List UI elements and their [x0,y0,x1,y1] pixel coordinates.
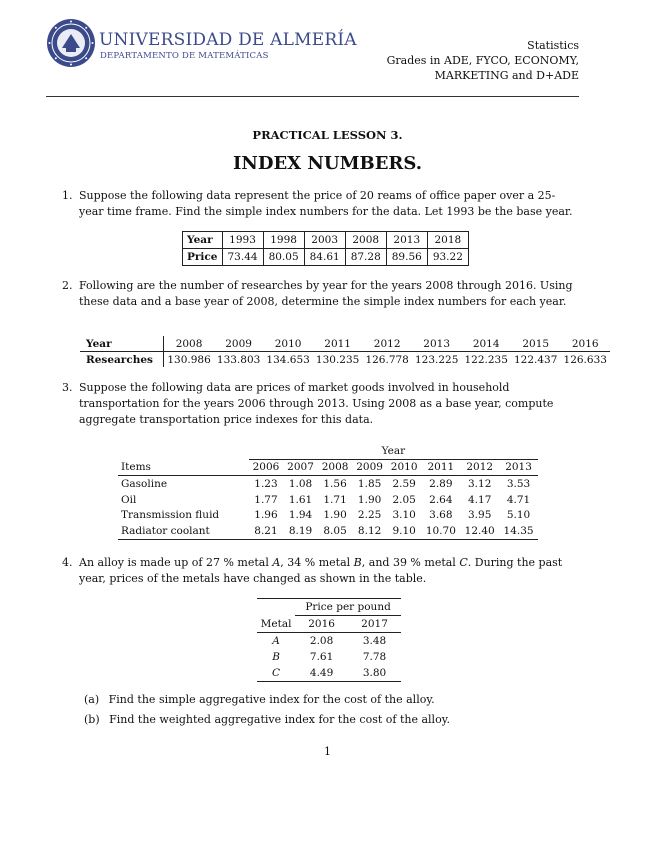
value-cell: 3.12 [468,477,492,490]
year-cell: 2007 [283,459,318,476]
table-row [118,443,538,459]
table-row [118,459,538,476]
value-cell: 8.21 [249,523,284,539]
value-cell: 3.48 [362,635,387,647]
value-cell: 5.10 [506,509,531,522]
year-cell: 2008 [345,232,386,249]
year-cell: 2016 [295,616,348,633]
table-row [118,492,538,508]
value-cell: 3.95 [468,509,492,522]
items-header: Items [118,459,249,476]
metal-label: A [272,635,280,647]
year-cell: 2013 [499,459,538,476]
value-cell: 3.80 [348,665,401,682]
table-row [257,599,401,616]
metal-b-symbol: B [353,556,362,569]
value-cell: 2.25 [357,509,382,522]
metal-header: Metal [257,616,295,633]
metal-prices-table [257,598,401,682]
year-cell: 2011 [324,337,351,350]
empty-cell [257,599,295,616]
value-cell: 1.77 [254,493,278,506]
value-cell: 7.61 [309,651,334,663]
value-cell: 8.05 [318,523,353,539]
question-4-text: An alloy is made up of 27 % metal [79,556,273,569]
value-cell: 1.56 [323,477,347,490]
question-3-number: 3. [62,381,73,394]
price-group-header: Price per pound [295,599,401,616]
university-name: UNIVERSIDAD DE ALMERÍA [99,30,357,50]
price-cell: 87.28 [345,249,386,266]
item-label: Gasoline [121,477,168,490]
row-label-year: Year [80,336,164,352]
table-row [257,649,401,665]
value-cell: 8.19 [283,523,318,539]
value-cell: 134.653 [263,352,313,368]
year-cell: 2010 [387,459,422,476]
year-cell: 2015 [522,337,550,350]
course-line-2: Grades in ADE, FYCO, ECONOMY, [386,54,579,67]
table-row [80,352,610,368]
part-b-label: (b) [84,713,100,726]
table-row [118,476,538,492]
value-cell: 133.803 [214,352,264,368]
part-a-label: (a) [84,693,100,706]
course-header [387,38,579,83]
part-a [84,692,564,708]
part-b-text: Find the weighted aggregative index for the cost of the alloy. [109,713,450,726]
question-4-number: 4. [62,556,73,569]
value-cell: 7.78 [362,651,387,663]
paper-price-table [182,231,469,266]
value-cell: 2.59 [392,477,416,490]
year-cell: 1998 [263,232,304,249]
value-cell: 122.437 [511,352,561,368]
empty-cell [118,443,249,459]
price-cell: 84.61 [304,249,345,266]
year-cell: 2018 [427,232,468,249]
year-cell: 2008 [318,459,353,476]
year-cell: 2010 [274,337,302,350]
page-number: 1 [324,745,331,758]
metal-label: B [272,651,280,663]
year-cell: 2013 [423,337,451,350]
course-line-3: MARKETING and D+ADE [434,69,579,82]
question-2 [62,278,579,310]
year-cell: 2003 [304,232,345,249]
value-cell: 126.633 [560,352,610,368]
value-cell: 1.08 [288,477,313,490]
table-row [183,232,469,249]
question-4-text: , 34 % metal [280,556,354,569]
year-cell: 2009 [352,459,387,476]
year-cell: 2017 [348,616,401,633]
metal-label: C [257,665,295,682]
row-label-price: Price [183,249,223,266]
part-b [84,712,564,728]
researches-table [80,336,610,367]
item-label: Radiator coolant [118,523,249,539]
value-cell: 126.778 [362,352,412,368]
page-title: INDEX NUMBERS. [232,153,423,174]
value-cell: 1.90 [357,493,382,506]
value-cell: 1.85 [357,477,382,490]
value-cell: 122.235 [461,352,511,368]
year-cell: 1993 [222,232,263,249]
value-cell: 1.94 [288,509,313,522]
value-cell: 2.05 [392,493,416,506]
question-1 [62,188,579,220]
question-2-text: Following are the number of researches by year for the years 2008 through 2016. Using these data and a base year of 2008, determine the simple index numbers for each year. [79,279,573,308]
table-row [183,249,469,266]
year-cell: 2013 [386,232,427,249]
row-label-researches: Researches [80,352,164,368]
value-cell: 130.986 [164,352,214,368]
value-cell: 3.68 [429,509,453,522]
question-3 [62,380,579,428]
question-1-text: Suppose the following data represent the price of 20 reams of office paper over a 25-year time frame. Find the simple index numbers for the data. Let 1993 be the base year. [79,189,573,218]
value-cell: 8.12 [352,523,387,539]
table-row [257,633,401,650]
table-row [257,616,401,633]
part-a-text: Find the simple aggregative index for the cost of the alloy. [108,693,435,706]
value-cell: 10.70 [421,523,460,539]
year-cell: 2011 [421,459,460,476]
value-cell: 1.61 [288,493,313,506]
department-name: DEPARTAMENTO DE MATEMÁTICAS [100,51,269,61]
value-cell: 9.10 [387,523,422,539]
value-cell: 12.40 [460,523,499,539]
value-cell: 1.96 [254,509,278,522]
table-row [118,523,538,539]
item-label: Transmission fluid [121,509,220,522]
value-cell: 4.17 [468,493,492,506]
price-cell: 80.05 [263,249,304,266]
metal-c-symbol: C [459,556,468,569]
value-cell: 4.49 [295,665,348,682]
value-cell: 1.71 [323,493,347,506]
question-4-text: . During the past year, prices of the metals have changed as shown in the table. [79,556,563,585]
value-cell: 1.90 [323,509,347,522]
question-4-text: , and 39 % metal [361,556,460,569]
year-cell: 2012 [373,337,401,350]
value-cell: 4.71 [506,493,531,506]
row-label-year: Year [183,232,223,249]
year-cell: 2009 [225,337,252,350]
value-cell: 2.08 [309,635,334,647]
value-cell: 3.53 [506,477,531,490]
header-divider [46,96,579,97]
course-line-1: Statistics [527,39,579,52]
year-cell: 2006 [249,459,284,476]
year-group-header: Year [249,443,538,459]
table-row [257,665,401,682]
price-cell: 89.56 [386,249,427,266]
value-cell: 1.23 [254,477,278,490]
metal-a-symbol: A [272,556,281,569]
lesson-subtitle: PRACTICAL LESSON 3. [252,128,403,142]
value-cell: 130.235 [313,352,363,368]
item-label: Oil [121,493,137,506]
table-row [118,507,538,523]
transport-prices-table [118,443,538,540]
value-cell: 3.10 [392,509,416,522]
question-4 [62,555,579,587]
table-row [80,336,610,352]
value-cell: 2.89 [429,477,453,490]
year-cell: 2012 [460,459,499,476]
value-cell: 2.64 [429,493,453,506]
question-2-number: 2. [62,279,73,292]
year-cell: 2008 [175,337,203,350]
price-cell: 93.22 [427,249,468,266]
question-1-number: 1. [62,189,73,202]
university-seal-icon [46,18,96,68]
price-cell: 73.44 [222,249,263,266]
question-3-text: Suppose the following data are prices of market goods involved in household transportation for the years 2006 through 2013. Using 2008 as a base year, compute aggregate transportation price indexes for this data. [79,381,554,426]
year-cell: 2016 [571,337,599,350]
value-cell: 123.225 [412,352,462,368]
year-cell: 2014 [472,337,500,350]
value-cell: 14.35 [499,523,538,539]
